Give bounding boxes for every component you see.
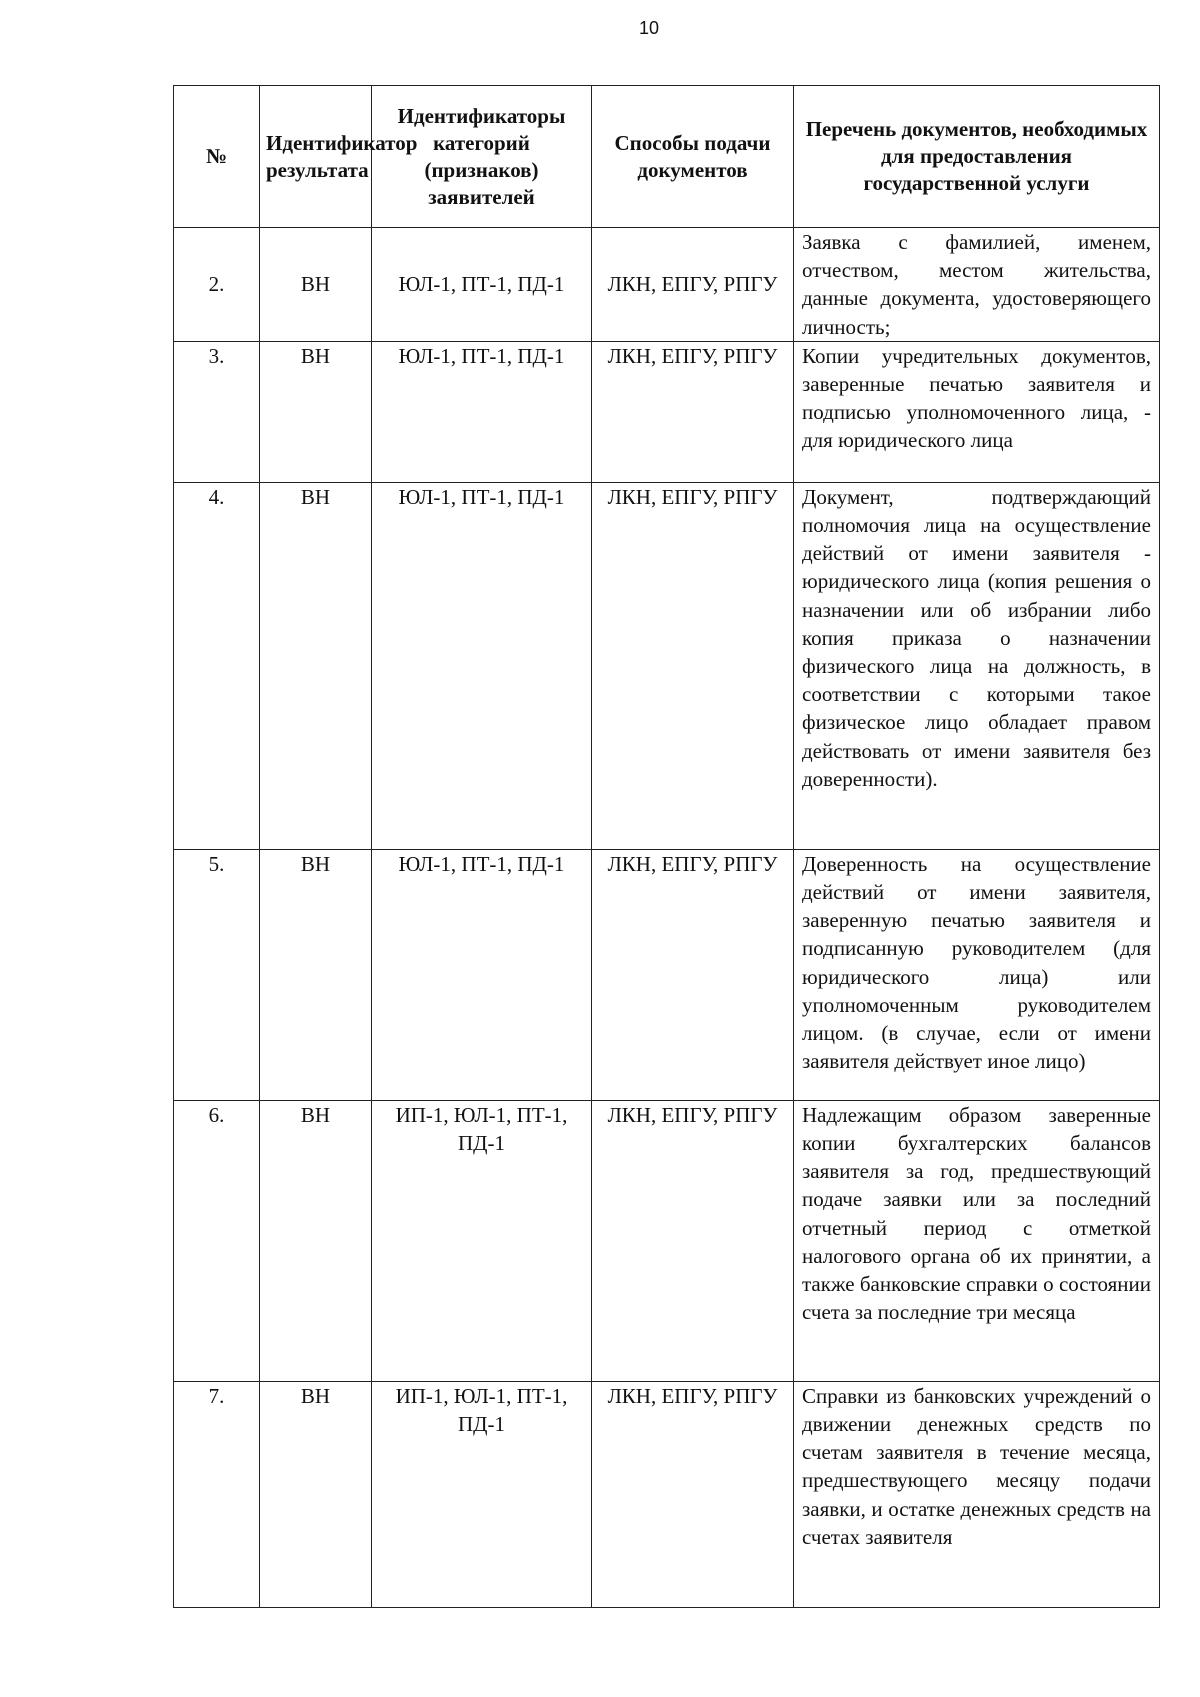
row-methods: ЛКН, ЕПГУ, РПГУ [592,1381,794,1607]
header-categories: Идентификаторы категорий (признаков) заявителей [372,86,592,228]
row-result-id: ВН [260,849,372,1100]
page-number: 10 [638,18,660,38]
row-result-id: ВН [260,1100,372,1381]
table-row [174,1100,1160,1381]
row-methods: ЛКН, ЕПГУ, РПГУ [592,341,794,482]
row-methods: ЛКН, ЕПГУ, РПГУ [592,1100,794,1381]
table-header-row [174,86,1160,228]
row-categories: ИП-1, ЮЛ-1, ПТ-1, ПД-1 [372,1381,592,1607]
row-documents: Документ, подтверждающий полномочия лица на осуществление действий от имени заявителя - юридического лица (копия решения о назначении или об избрании либо копия приказа о назначении физического лица на должность, в соответствии с которыми такое физическое лицо обладает правом действовать от имени заявителя без доверенности). [794,482,1160,849]
table-row [174,482,1160,849]
row-methods: ЛКН, ЕПГУ, РПГУ [592,482,794,849]
row-methods: ЛКН, ЕПГУ, РПГУ [592,228,794,342]
row-number: 4. [174,482,260,849]
table-row [174,228,1160,342]
documents-table [173,85,1160,1608]
table-row [174,341,1160,482]
row-categories: ЮЛ-1, ПТ-1, ПД-1 [372,482,592,849]
row-documents: Копии учредительных документов, заверенные печатью заявителя и подписью уполномоченного лица, - для юридического лица [794,341,1160,482]
header-methods: Способы подачи документов [592,86,794,228]
row-categories: ЮЛ-1, ПТ-1, ПД-1 [372,849,592,1100]
header-result-id: Идентификатор результата [260,86,372,228]
row-result-id: ВН [260,341,372,482]
row-number: 7. [174,1381,260,1607]
header-documents: Перечень документов, необходимых для предоставления государственной услуги [794,86,1160,228]
row-documents: Заявка с фамилией, именем, отчеством, местом жительства, данные документа, удостоверяющего личность; [794,228,1160,342]
header-number: № [174,86,260,228]
row-result-id: ВН [260,228,372,342]
table-row [174,1381,1160,1607]
row-result-id: ВН [260,482,372,849]
row-categories: ЮЛ-1, ПТ-1, ПД-1 [372,341,592,482]
row-documents: Справки из банковских учреждений о движении денежных средств по счетам заявителя в течение месяца, предшествующего месяцу подачи заявки, и остатке денежных средств на счетах заявителя [794,1381,1160,1607]
row-result-id: ВН [260,1381,372,1607]
row-number: 2. [174,228,260,342]
row-documents: Доверенность на осуществление действий от имени заявителя, заверенную печатью заявителя и подписанную руководителем (для юридического лица) или уполномоченным руководителем лицом. (в случае, если от имени заявителя действует иное лицо) [794,849,1160,1100]
row-number: 6. [174,1100,260,1381]
row-categories: ИП-1, ЮЛ-1, ПТ-1, ПД-1 [372,1100,592,1381]
row-methods: ЛКН, ЕПГУ, РПГУ [592,849,794,1100]
row-categories: ЮЛ-1, ПТ-1, ПД-1 [372,228,592,342]
row-documents: Надлежащим образом заверенные копии бухгалтерских балансов заявителя за год, предшествующий подаче заявки или за последний отчетный период с отметкой налогового органа об их принятии, а также банковские справки о состоянии счета за последние три месяца [794,1100,1160,1381]
row-number: 5. [174,849,260,1100]
table-row [174,849,1160,1100]
row-number: 3. [174,341,260,482]
